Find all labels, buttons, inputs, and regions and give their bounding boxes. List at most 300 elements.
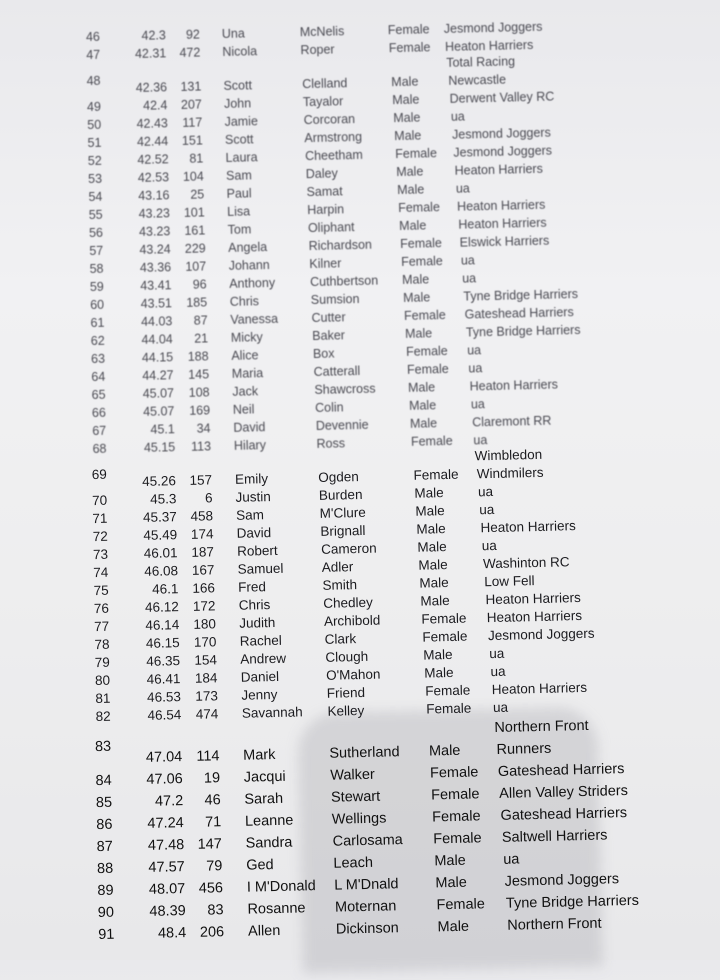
cell-club: ua <box>503 851 520 868</box>
cell-time <box>123 70 167 71</box>
cell-gender: Female <box>421 610 467 627</box>
cell-first-name: Andrew <box>240 650 287 667</box>
cell-bib-number: 145 <box>188 367 210 382</box>
cell-last-name: Adler <box>321 559 354 575</box>
cell-first-name: Chris <box>238 597 271 613</box>
cell-time: 47.2 <box>154 793 184 810</box>
cell-position: 57 <box>89 243 104 259</box>
cell-time: 43.23 <box>138 224 171 239</box>
cell-first-name: Allen <box>247 922 281 940</box>
cell-first-name: Nicola <box>222 44 258 60</box>
cell-time: 44.04 <box>141 332 173 347</box>
cell-position: 51 <box>87 135 102 151</box>
cell-last-name: Kelley <box>327 702 365 719</box>
cell-gender: Male <box>434 852 466 870</box>
cell-club: Gateshead Harriers <box>497 761 625 780</box>
cell-first-name: Lisa <box>226 204 251 219</box>
cell-position: 80 <box>94 672 111 689</box>
cell-position <box>85 728 111 729</box>
cell-position: 84 <box>95 772 112 790</box>
cell-club: Tyne Bridge Harriers <box>505 892 640 912</box>
cell-bib-number: 458 <box>190 508 214 524</box>
cell-last-name: Harpin <box>307 202 345 218</box>
cell-first-name: Alice <box>231 348 259 363</box>
cell-time: 47.57 <box>148 859 185 876</box>
cell-bib-number: 167 <box>191 562 215 578</box>
cell-bib-number: 188 <box>187 349 209 364</box>
cell-time: 42.53 <box>137 170 170 185</box>
cell-time: 44.27 <box>142 368 174 383</box>
cell-time <box>131 454 175 455</box>
cell-position <box>85 750 111 751</box>
cell-club: ua <box>450 109 465 124</box>
cell-club: Runners <box>496 740 552 758</box>
cell-gender: Female <box>400 254 443 270</box>
cell-first-name: David <box>233 420 266 435</box>
cell-gender: Male <box>397 182 425 198</box>
cell-position: 53 <box>87 171 103 187</box>
cell-gender: Female <box>425 682 471 699</box>
cell-first-name: Hilary <box>233 438 267 453</box>
cell-bib-number: 19 <box>203 770 221 787</box>
cell-bib-number: 207 <box>180 97 202 112</box>
cell-club: ua <box>466 343 482 358</box>
cell-time: 47.04 <box>145 749 183 766</box>
cell-first-name: I M'Donald <box>246 878 316 896</box>
cell-bib-number: 6 <box>204 490 213 506</box>
cell-last-name: Smith <box>322 577 358 593</box>
cell-club: ua <box>461 271 477 286</box>
cell-time: 43.16 <box>138 188 170 203</box>
cell-time: 45.49 <box>143 527 178 543</box>
cell-time: 42.31 <box>134 46 167 61</box>
cell-first-name: Jacqui <box>243 768 286 786</box>
cell-club: Wimbledon <box>474 446 543 464</box>
cell-first-name: Leanne <box>244 812 294 830</box>
cell-last-name: Devennie <box>315 417 369 433</box>
cell-gender: Male <box>404 326 433 341</box>
cell-bib-number: 456 <box>198 880 224 897</box>
cell-first-name: Jack <box>232 384 259 399</box>
cell-bib-number: 92 <box>185 27 201 42</box>
cell-last-name: McNelis <box>299 24 345 40</box>
cell-position: 82 <box>95 708 111 725</box>
cell-position: 86 <box>96 816 113 834</box>
cell-time: 42.43 <box>136 116 169 131</box>
cell-last-name: Dickinson <box>335 920 399 938</box>
cell-club: ua <box>492 699 509 716</box>
cell-last-name: Tayalor <box>302 94 344 110</box>
cell-club: Low Fell <box>484 573 535 590</box>
cell-bib-number: 157 <box>189 472 213 488</box>
cell-last-name: Ross <box>316 436 346 451</box>
cell-bib-number: 169 <box>189 403 211 418</box>
cell-bib-number <box>187 735 219 736</box>
cell-gender: Female <box>430 786 480 804</box>
cell-bib-number: 206 <box>199 924 225 941</box>
cell-gender: Male <box>392 92 420 108</box>
cell-time: 46.15 <box>145 635 180 651</box>
cell-club: Jesmond Joggers <box>451 125 551 142</box>
cell-last-name: Daley <box>305 166 338 182</box>
cell-first-name: Emily <box>234 471 269 487</box>
cell-gender: Female <box>403 308 446 323</box>
cell-last-name: Cutter <box>311 310 346 326</box>
cell-position: 74 <box>93 564 109 581</box>
cell-position: 64 <box>91 369 106 385</box>
cell-bib-number: 166 <box>192 580 216 596</box>
cell-position: 87 <box>96 838 113 856</box>
cell-bib-number: 21 <box>194 331 209 346</box>
cell-last-name: Cuthbertson <box>309 273 379 290</box>
cell-position: 69 <box>91 466 107 483</box>
cell-bib-number: 101 <box>183 205 205 220</box>
cell-bib-number: 472 <box>179 45 201 60</box>
cell-bib-number: 25 <box>190 187 205 202</box>
cell-club: ua <box>473 433 488 448</box>
cell-club: ua <box>490 663 506 680</box>
cell-club: Jesmond Joggers <box>453 143 553 160</box>
cell-time: 46.35 <box>146 653 181 669</box>
cell-first-name: Angela <box>228 240 268 255</box>
cell-gender: Female <box>387 22 430 38</box>
cell-time: 45.3 <box>149 491 177 507</box>
cell-last-name: Baker <box>312 328 346 344</box>
cell-time: 46.14 <box>145 617 180 633</box>
cell-last-name: Roper <box>300 42 335 58</box>
cell-position: 60 <box>90 297 105 313</box>
cell-gender: Male <box>415 503 445 519</box>
cell-bib-number: 180 <box>193 616 217 632</box>
cell-time: 46.54 <box>147 707 182 723</box>
cell-club: Heaton Harriers <box>458 215 547 232</box>
cell-position: 85 <box>95 794 113 812</box>
cell-gender: Male <box>420 592 450 609</box>
cell-first-name: John <box>223 96 252 111</box>
cell-position: 76 <box>93 600 110 617</box>
cell-bib-number: 172 <box>192 598 216 614</box>
cell-last-name: Stewart <box>330 788 381 806</box>
cell-position: 70 <box>91 492 108 509</box>
cell-first-name: Rachel <box>239 632 282 649</box>
cell-gender: Female <box>405 343 448 359</box>
cell-club: Northern Front <box>494 717 589 737</box>
cell-club: Gateshead Harriers <box>500 805 628 824</box>
cell-gender: Male <box>393 110 421 126</box>
cell-bib-number: 113 <box>190 439 212 454</box>
cell-first-name: Laura <box>225 150 258 165</box>
cell-gender: Female <box>398 200 441 216</box>
cell-club: Heaton Harriers <box>491 679 588 698</box>
cell-last-name: Sumsion <box>310 291 360 308</box>
cell-gender: Male <box>428 742 461 760</box>
cell-last-name: Sutherland <box>329 744 400 762</box>
cell-first-name: Jamie <box>224 114 259 129</box>
cell-club: ua <box>489 645 505 662</box>
cell-gender: Male <box>418 557 448 573</box>
cell-last-name: Clelland <box>302 76 348 92</box>
cell-first-name: Fred <box>238 579 267 595</box>
cell-last-name: Richardson <box>308 237 373 254</box>
cell-gender: Male <box>416 521 446 537</box>
cell-position: 71 <box>92 510 108 527</box>
cell-time: 48.39 <box>149 903 186 920</box>
cell-bib-number: 87 <box>193 313 208 328</box>
cell-club: ua <box>455 181 470 196</box>
cell-position: 79 <box>94 654 110 671</box>
cell-bib-number: 83 <box>207 902 224 919</box>
cell-gender: Female <box>413 466 459 483</box>
cell-bib-number: 173 <box>195 688 219 704</box>
cell-position: 48 <box>86 73 101 89</box>
cell-bib-number: 104 <box>182 169 204 184</box>
cell-position: 47 <box>86 47 101 63</box>
cell-first-name: Chris <box>229 294 260 309</box>
cell-position: 62 <box>90 333 105 349</box>
cell-time <box>132 464 176 465</box>
cell-time: 45.07 <box>142 404 175 419</box>
cell-last-name: Wellings <box>331 810 387 828</box>
cell-gender: Male <box>391 74 419 90</box>
cell-time: 42.36 <box>135 80 168 95</box>
cell-first-name: Maria <box>231 366 264 381</box>
cell-time: 45.15 <box>143 440 176 455</box>
cell-position: 52 <box>87 153 102 169</box>
cell-last-name: L M'Dnald <box>334 876 399 894</box>
cell-position: 90 <box>97 904 115 922</box>
cell-first-name: Micky <box>230 330 263 345</box>
cell-bib-number: 117 <box>182 115 203 130</box>
cell-club: Elswick Harriers <box>459 233 550 250</box>
cell-club: Saltwell Harriers <box>501 827 608 846</box>
cell-last-name: M'Clure <box>319 504 366 521</box>
cell-club: Allen Valley Striders <box>499 783 629 802</box>
cell-first-name: Mark <box>242 746 276 764</box>
cell-bib-number: 187 <box>191 544 215 560</box>
cell-position: 78 <box>94 636 110 653</box>
cell-position: 73 <box>92 546 109 563</box>
cell-first-name: Sarah <box>244 790 284 808</box>
cell-gender: Male <box>414 485 444 501</box>
cell-gender: Female <box>432 808 481 826</box>
cell-time: 46.1 <box>151 581 179 597</box>
cell-last-name: Friend <box>326 684 366 701</box>
cell-position <box>81 474 107 475</box>
cell-club: Windmilers <box>476 464 544 482</box>
cell-position <box>81 456 107 457</box>
cell-bib-number: 161 <box>184 223 206 238</box>
cell-position: 50 <box>87 117 102 133</box>
cell-time: 47.48 <box>147 837 185 854</box>
cell-last-name: Armstrong <box>304 129 363 146</box>
cell-bib-number: 154 <box>194 652 218 668</box>
cell-last-name: Colin <box>314 400 344 415</box>
cell-gender: Male <box>402 290 431 305</box>
cell-club: Northern Front <box>507 915 602 934</box>
cell-gender: Male <box>417 539 447 555</box>
cell-bib-number: 147 <box>197 836 223 853</box>
cell-position: 72 <box>92 528 108 545</box>
cell-position: 65 <box>91 387 106 403</box>
cell-bib-number: 46 <box>204 792 221 809</box>
cell-bib-number <box>179 453 211 454</box>
cell-gender: Male <box>401 272 430 287</box>
cell-gender: Male <box>435 874 468 892</box>
cell-first-name: Ged <box>246 857 274 874</box>
cell-time: 42.4 <box>142 98 168 113</box>
cell-first-name: Savannah <box>241 704 303 721</box>
cell-first-name: Anthony <box>229 275 276 291</box>
cell-last-name: Clough <box>325 648 369 665</box>
cell-bib-number: 174 <box>190 526 214 542</box>
cell-last-name: Archibold <box>323 612 381 629</box>
cell-bib-number: 79 <box>206 858 223 875</box>
cell-first-name: Tom <box>227 222 252 237</box>
cell-time: 42.52 <box>137 152 169 167</box>
cell-club: Tyne Bridge Harriers <box>465 322 581 340</box>
cell-club: ua <box>481 537 497 554</box>
cell-position: 89 <box>97 882 114 900</box>
cell-position: 56 <box>88 225 104 241</box>
cell-time: 44.03 <box>140 314 173 329</box>
cell-bib-number <box>169 70 201 71</box>
cell-gender: Male <box>408 398 437 413</box>
cell-time: 46.41 <box>146 671 181 687</box>
cell-last-name: Oliphant <box>307 220 355 236</box>
cell-gender: Female <box>388 40 431 56</box>
cell-bib-number: 34 <box>196 421 211 436</box>
cell-first-name: Judith <box>239 614 276 631</box>
cell-bib-number <box>180 463 212 464</box>
cell-last-name: Corcoran <box>303 112 356 128</box>
cell-position: 63 <box>90 351 106 367</box>
cell-time: 43.51 <box>140 296 173 311</box>
cell-time: 43.36 <box>139 260 172 275</box>
cell-gender: Female <box>410 433 453 449</box>
cell-club: Claremont RR <box>472 413 552 430</box>
cell-bib-number: 184 <box>194 670 218 686</box>
cell-time <box>138 726 182 727</box>
cell-position: 83 <box>94 738 112 756</box>
cell-time: 48.4 <box>157 925 187 942</box>
cell-gender: Male <box>407 380 436 395</box>
cell-time: 45.26 <box>142 473 177 489</box>
cell-position: 66 <box>91 405 107 421</box>
cell-bib-number: 151 <box>181 133 203 148</box>
cell-position: 61 <box>90 315 105 331</box>
cell-first-name: Daniel <box>240 668 280 685</box>
cell-club: Heaton Harriers <box>456 197 546 214</box>
cell-gender: Male <box>409 416 438 431</box>
cell-bib-number: 170 <box>193 634 217 650</box>
cell-time: 43.24 <box>139 242 171 257</box>
cell-gender: Female <box>429 764 479 782</box>
cell-club: Jesmond Joggers <box>487 625 595 644</box>
cell-first-name: Rosanne <box>247 900 306 918</box>
cell-gender: Male <box>396 164 424 180</box>
cell-gender: Female <box>399 236 442 252</box>
cell-bib-number: 185 <box>186 295 208 310</box>
cell-time: 48.07 <box>148 881 186 898</box>
cell-first-name: Jenny <box>241 686 278 703</box>
cell-time: 46.08 <box>144 563 179 579</box>
cell-position <box>74 62 100 63</box>
cell-gender: Female <box>422 628 468 645</box>
cell-gender: Female <box>436 896 486 914</box>
cell-bib-number: 96 <box>192 277 207 292</box>
cell-bib-number <box>169 60 201 61</box>
cell-last-name: Box <box>312 346 335 362</box>
cell-club: ua <box>460 253 475 268</box>
cell-position: 59 <box>89 279 104 295</box>
cell-position: 75 <box>93 582 109 599</box>
cell-bib-number: 474 <box>195 706 219 722</box>
cell-position: 68 <box>92 441 107 457</box>
cell-gender: Male <box>394 128 422 144</box>
cell-gender: Female <box>406 361 449 377</box>
cell-last-name: Leach <box>333 854 374 872</box>
cell-last-name: Cameron <box>320 540 377 557</box>
cell-position: 91 <box>98 926 115 944</box>
cell-last-name: Walker <box>330 766 375 784</box>
cell-first-name: Justin <box>235 489 272 505</box>
cell-last-name: Brignall <box>320 522 366 539</box>
cell-gender: Male <box>437 918 470 936</box>
cell-position: 58 <box>89 261 104 277</box>
cell-gender: Female <box>433 830 482 848</box>
cell-club: ua <box>468 361 483 376</box>
cell-last-name: Samat <box>306 184 343 200</box>
cell-last-name: Clark <box>324 631 357 647</box>
cell-time: 42.3 <box>141 28 167 43</box>
cell-first-name: Sam <box>235 507 265 523</box>
cell-time: 43.23 <box>138 206 171 221</box>
cell-bib-number: 229 <box>184 241 206 256</box>
cell-club: ua <box>479 501 495 518</box>
cell-club: Heaton Harriers <box>485 590 581 608</box>
cell-last-name: Burden <box>318 486 363 503</box>
cell-time: 43.41 <box>140 278 172 293</box>
cell-club: Jesmond Joggers <box>504 871 620 890</box>
cell-time: 47.06 <box>146 771 183 788</box>
cell-first-name: Johann <box>228 257 270 273</box>
cell-club: Washinton RC <box>482 554 570 572</box>
cell-club: Heaton Harriers <box>480 518 576 536</box>
cell-time <box>122 60 166 61</box>
cell-time: 42.44 <box>136 134 169 149</box>
cell-gender: Male <box>423 646 453 663</box>
cell-time <box>138 736 182 737</box>
cell-gender: Male <box>419 575 449 591</box>
cell-club: Total Racing <box>446 54 516 70</box>
cell-time: 46.12 <box>144 599 179 615</box>
cell-bib-number: 71 <box>204 814 222 831</box>
cell-club: Heaton Harriers <box>486 607 583 626</box>
cell-bib-number: 108 <box>188 385 210 400</box>
cell-position: 49 <box>86 99 102 115</box>
cell-time: 44.15 <box>141 350 174 365</box>
cell-position: 88 <box>96 860 114 878</box>
cell-position: 54 <box>88 189 103 205</box>
cell-time: 47.24 <box>147 815 184 832</box>
cell-gender: Male <box>424 664 454 681</box>
cell-last-name: O'Mahon <box>325 666 381 683</box>
cell-position: 46 <box>85 29 101 45</box>
cell-first-name: Una <box>221 26 245 42</box>
cell-club: Derwent Valley RC <box>449 89 555 106</box>
cell-gender: Female <box>426 700 472 717</box>
cell-first-name: David <box>236 525 272 541</box>
